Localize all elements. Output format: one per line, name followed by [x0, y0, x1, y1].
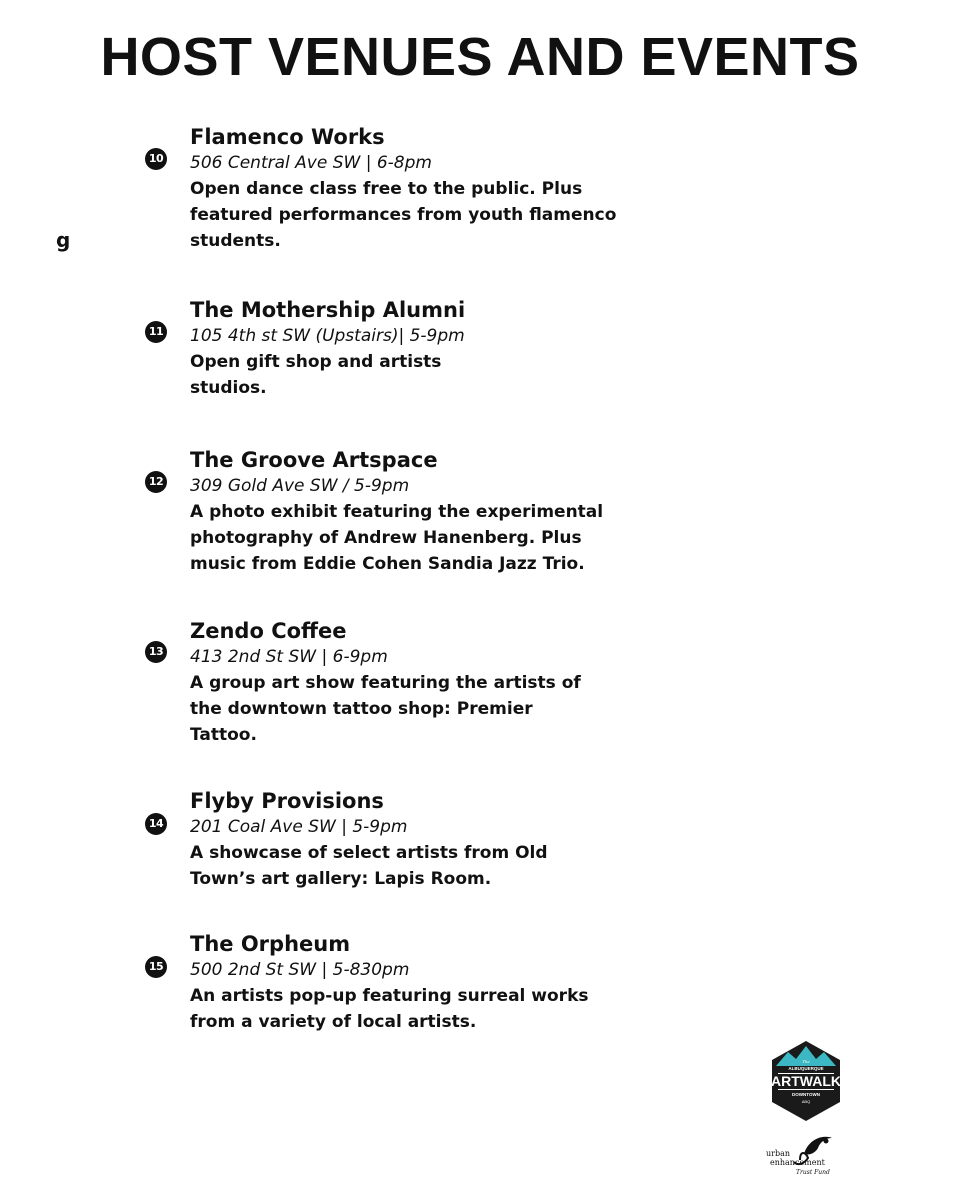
description-line: An artists pop-up featuring surreal works — [190, 986, 589, 1006]
venue-number-badge: 14 — [145, 813, 167, 835]
venue-address: 413 2nd St SW | 6-9pm — [190, 647, 388, 667]
venue-description — [190, 176, 616, 254]
venue-address: 201 Coal Ave SW | 5-9pm — [190, 817, 408, 837]
artwalk-logo-top-text: ALBUQUERQUE — [788, 1066, 824, 1071]
venue-name: Flyby Provisions — [190, 789, 384, 813]
artwalk-logo-bottom-text: DOWNTOWN — [792, 1092, 820, 1097]
urban-enhancement-logo — [764, 1132, 850, 1178]
description-line: A group art show featuring the artists of — [190, 673, 581, 693]
description-line: Tattoo. — [190, 725, 257, 745]
venue-number-badge: 12 — [145, 471, 167, 493]
description-line: the downtown tattoo shop: Premier — [190, 699, 533, 719]
description-line: featured performances from youth flamenco — [190, 205, 617, 225]
artwalk-logo-main-text: ARTWALK — [771, 1073, 841, 1089]
description-line: photography of Andrew Hanenberg. Plus — [190, 528, 582, 548]
description-line: from a variety of local artists. — [190, 1012, 477, 1032]
venue-description — [190, 349, 465, 401]
venue-address: 506 Central Ave SW | 6-8pm — [190, 153, 432, 173]
venue-description — [190, 670, 581, 748]
venue-number-badge: 11 — [145, 321, 167, 343]
description-line: A photo exhibit featuring the experimental — [190, 502, 604, 522]
venue-name: Zendo Coffee — [190, 619, 347, 643]
ue-logo-urban: urban — [766, 1149, 791, 1158]
venue-number-badge: 10 — [145, 148, 167, 170]
artwalk-logo-sub-text: ABQ — [801, 1099, 811, 1104]
venue-name: The Mothership Alumni — [190, 298, 466, 322]
ue-logo-enhancement: enhancement — [770, 1158, 825, 1167]
venue-address: 500 2nd St SW | 5-830pm — [190, 960, 410, 980]
description-line: Open gift shop and artists — [190, 352, 442, 372]
venue-address: 105 4th st SW (Upstairs)| 5-9pm — [190, 326, 465, 346]
venue-name: The Groove Artspace — [190, 448, 438, 472]
venue-number-badge: 15 — [145, 956, 167, 978]
artwalk-logo-the: The — [802, 1059, 810, 1064]
venue-description — [190, 983, 589, 1035]
venue-name: The Orpheum — [190, 932, 351, 956]
description-line: music from Eddie Cohen Sandia Jazz Trio. — [190, 554, 585, 574]
ue-logo-trust-fund: Trust Fund — [796, 1169, 830, 1176]
artwalk-logo — [770, 1040, 842, 1122]
description-line: studios. — [190, 378, 267, 398]
venue-number-badge: 13 — [145, 641, 167, 663]
description-line: Town’s art gallery: Lapis Room. — [190, 869, 492, 889]
venue-description — [190, 840, 548, 892]
page-title: HOST VENUES AND EVENTS — [100, 27, 860, 87]
description-line: Open dance class free to the public. Plus — [190, 179, 583, 199]
venue-name: Flamenco Works — [190, 125, 385, 149]
venue-description — [190, 499, 603, 577]
venue-address: 309 Gold Ave SW / 5-9pm — [190, 476, 410, 496]
description-line: students. — [190, 231, 281, 251]
description-line: A showcase of select artists from Old — [190, 843, 548, 863]
cropped-text-fragment: g — [56, 228, 71, 252]
